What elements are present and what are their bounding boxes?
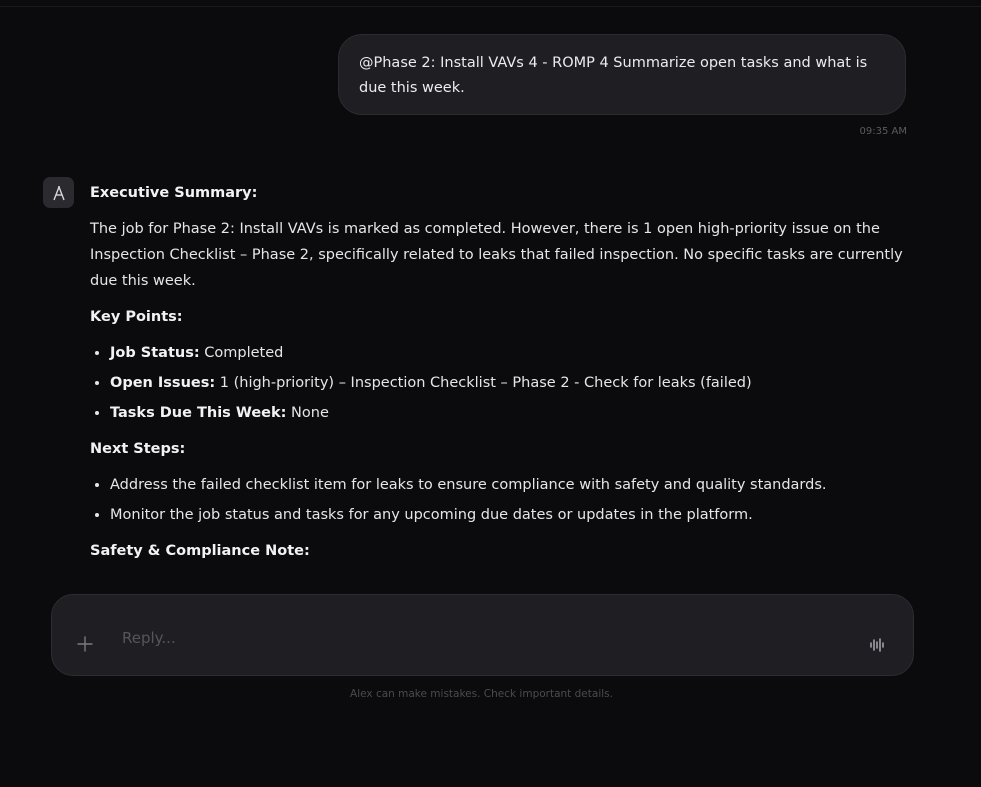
disclaimer-text: Alex can make mistakes. Check important details. xyxy=(350,688,613,700)
voice-input-button[interactable] xyxy=(867,635,887,655)
top-divider xyxy=(0,6,981,7)
reply-input[interactable] xyxy=(120,623,824,653)
list-item xyxy=(110,340,920,366)
assistant-logo-icon xyxy=(52,185,66,201)
list-item xyxy=(110,400,920,426)
reply-composer xyxy=(51,594,914,676)
key-point-label: Job Status: xyxy=(110,345,200,361)
executive-summary-heading: Executive Summary: xyxy=(90,185,258,201)
key-point-label: Tasks Due This Week: xyxy=(110,405,287,421)
key-point-value: None xyxy=(286,405,329,421)
list-item: • Address the failed checklist item for leaks to ensure compliance with safety and quality standards. xyxy=(110,472,920,498)
key-point-label: Open Issues: xyxy=(110,375,216,391)
voice-waveform-icon xyxy=(869,637,885,653)
list-item xyxy=(110,370,920,396)
safety-compliance-heading: Safety & Compliance Note: xyxy=(90,543,310,559)
next-steps-heading: Next Steps: xyxy=(90,441,186,457)
assistant-message xyxy=(90,180,920,574)
message-timestamp: 09:35 AM xyxy=(859,126,907,137)
assistant-avatar xyxy=(43,177,74,208)
user-message-bubble xyxy=(338,34,906,115)
key-points-list xyxy=(90,340,920,426)
user-message-text: @Phase 2: Install VAVs 4 - ROMP 4 Summarize open tasks and what is due this week. xyxy=(359,55,868,96)
key-point-value: Completed xyxy=(199,345,284,361)
add-attachment-button[interactable] xyxy=(74,633,96,655)
executive-summary-text: The job for Phase 2: Install VAVs is marked as completed. However, there is 1 open high-priority issue on the Inspection Checklist – Phase 2, specifically related to leaks that failed inspection. No specific tasks are currently due this week. xyxy=(90,221,903,289)
plus-icon xyxy=(76,635,94,653)
next-steps-list xyxy=(90,472,920,528)
list-item: • Monitor the job status and tasks for any upcoming due dates or updates in the platform. xyxy=(110,502,920,528)
key-points-heading: Key Points: xyxy=(90,309,183,325)
key-point-value: 1 (high-priority) – Inspection Checklist – Phase 2 - Check for leaks (failed) xyxy=(215,375,752,391)
